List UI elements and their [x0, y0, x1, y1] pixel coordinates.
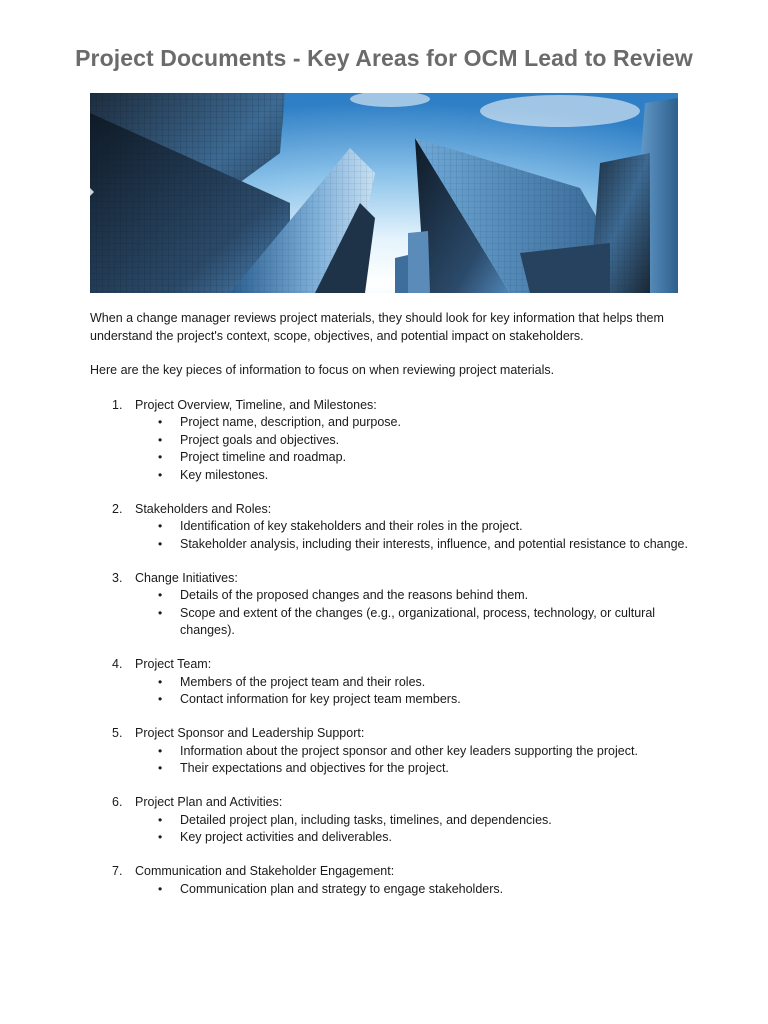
- sub-list-item: • Key project activities and deliverables.: [135, 829, 690, 847]
- sub-list: [135, 812, 690, 847]
- item-heading: Project Sponsor and Leadership Support:: [135, 726, 365, 740]
- item-number: 3.: [112, 570, 123, 585]
- item-number: 5.: [112, 726, 123, 740]
- list-item: [90, 570, 690, 640]
- bullet-icon: •: [158, 830, 163, 844]
- item-number: 1.: [112, 397, 123, 412]
- item-number: 7.: [112, 864, 123, 878]
- sub-list: [135, 518, 690, 553]
- item-heading: Project Overview, Timeline, and Milestones:: [135, 397, 377, 412]
- sub-list-item: • Information about the project sponsor and other key leaders supporting the project.: [135, 743, 690, 761]
- bullet-icon: •: [158, 450, 163, 464]
- sub-list-item: • Stakeholder analysis, including their interests, influence, and potential resistance to change.: [135, 536, 690, 554]
- list-item: [90, 501, 690, 554]
- sub-list-item: • Project name, description, and purpose.: [135, 414, 690, 432]
- item-heading: Communication and Stakeholder Engagement:: [135, 864, 395, 878]
- bullet-icon: •: [158, 467, 163, 482]
- item-heading: Project Team:: [135, 657, 212, 671]
- bullet-icon: •: [158, 761, 163, 775]
- list-item: [90, 725, 690, 778]
- bullet-icon: •: [158, 692, 163, 706]
- intro-paragraph: When a change manager reviews project materials, they should look for key information that helps them understand the project's context, scope, objectives, and potential impact on stakeholders.: [90, 311, 664, 343]
- list-item: [90, 863, 690, 898]
- sub-list-item: • Key milestones.: [135, 467, 690, 485]
- sub-list-item: • Details of the proposed changes and the reasons behind them.: [135, 587, 690, 605]
- page-title: Project Documents - Key Areas for OCM Lead to Review: [75, 45, 693, 71]
- sub-list-item: • Identification of key stakeholders and their roles in the project.: [135, 518, 690, 536]
- list-item: [90, 397, 690, 485]
- bullet-icon: •: [158, 536, 163, 551]
- bullet-icon: •: [158, 812, 163, 827]
- sub-list: [135, 743, 690, 778]
- list-item: [90, 656, 690, 709]
- item-heading: Project Plan and Activities:: [135, 795, 283, 809]
- item-number: 2.: [112, 501, 123, 516]
- document-body: [90, 310, 690, 915]
- sub-list-item: • Communication plan and strategy to engage stakeholders.: [135, 881, 690, 899]
- bullet-icon: •: [158, 432, 163, 447]
- sub-list-item: • Detailed project plan, including tasks, timelines, and dependencies.: [135, 812, 690, 830]
- sub-list-item: • Project timeline and roadmap.: [135, 449, 690, 467]
- item-heading: Stakeholders and Roles:: [135, 501, 272, 516]
- bullet-icon: •: [158, 743, 163, 758]
- hero-image-skyscrapers: [90, 93, 678, 293]
- sub-list: [135, 674, 690, 709]
- bullet-icon: •: [158, 415, 163, 429]
- sub-list-item: • Contact information for key project team members.: [135, 691, 690, 709]
- bullet-icon: •: [158, 605, 163, 620]
- bullet-icon: •: [158, 588, 163, 602]
- lead-in-paragraph: Here are the key pieces of information to focus on when reviewing project materials.: [90, 363, 555, 377]
- sub-list-item: • Their expectations and objectives for the project.: [135, 760, 690, 778]
- sub-list-item: • Project goals and objectives.: [135, 432, 690, 450]
- bullet-icon: •: [158, 881, 163, 896]
- bullet-icon: •: [158, 674, 163, 689]
- sub-list-item: • Scope and extent of the changes (e.g., organizational, process, technology, or cultural changes).: [158, 605, 656, 637]
- key-areas-list: [90, 397, 690, 899]
- bullet-icon: •: [158, 519, 163, 533]
- sub-list: [135, 414, 690, 484]
- list-item: [90, 794, 690, 847]
- item-number: 4.: [112, 657, 123, 671]
- item-number: 6.: [112, 795, 123, 809]
- item-heading: Change Initiatives:: [135, 570, 238, 585]
- sub-list: [135, 587, 690, 640]
- sub-list-item: • Members of the project team and their roles.: [135, 674, 690, 692]
- sub-list: [135, 881, 690, 899]
